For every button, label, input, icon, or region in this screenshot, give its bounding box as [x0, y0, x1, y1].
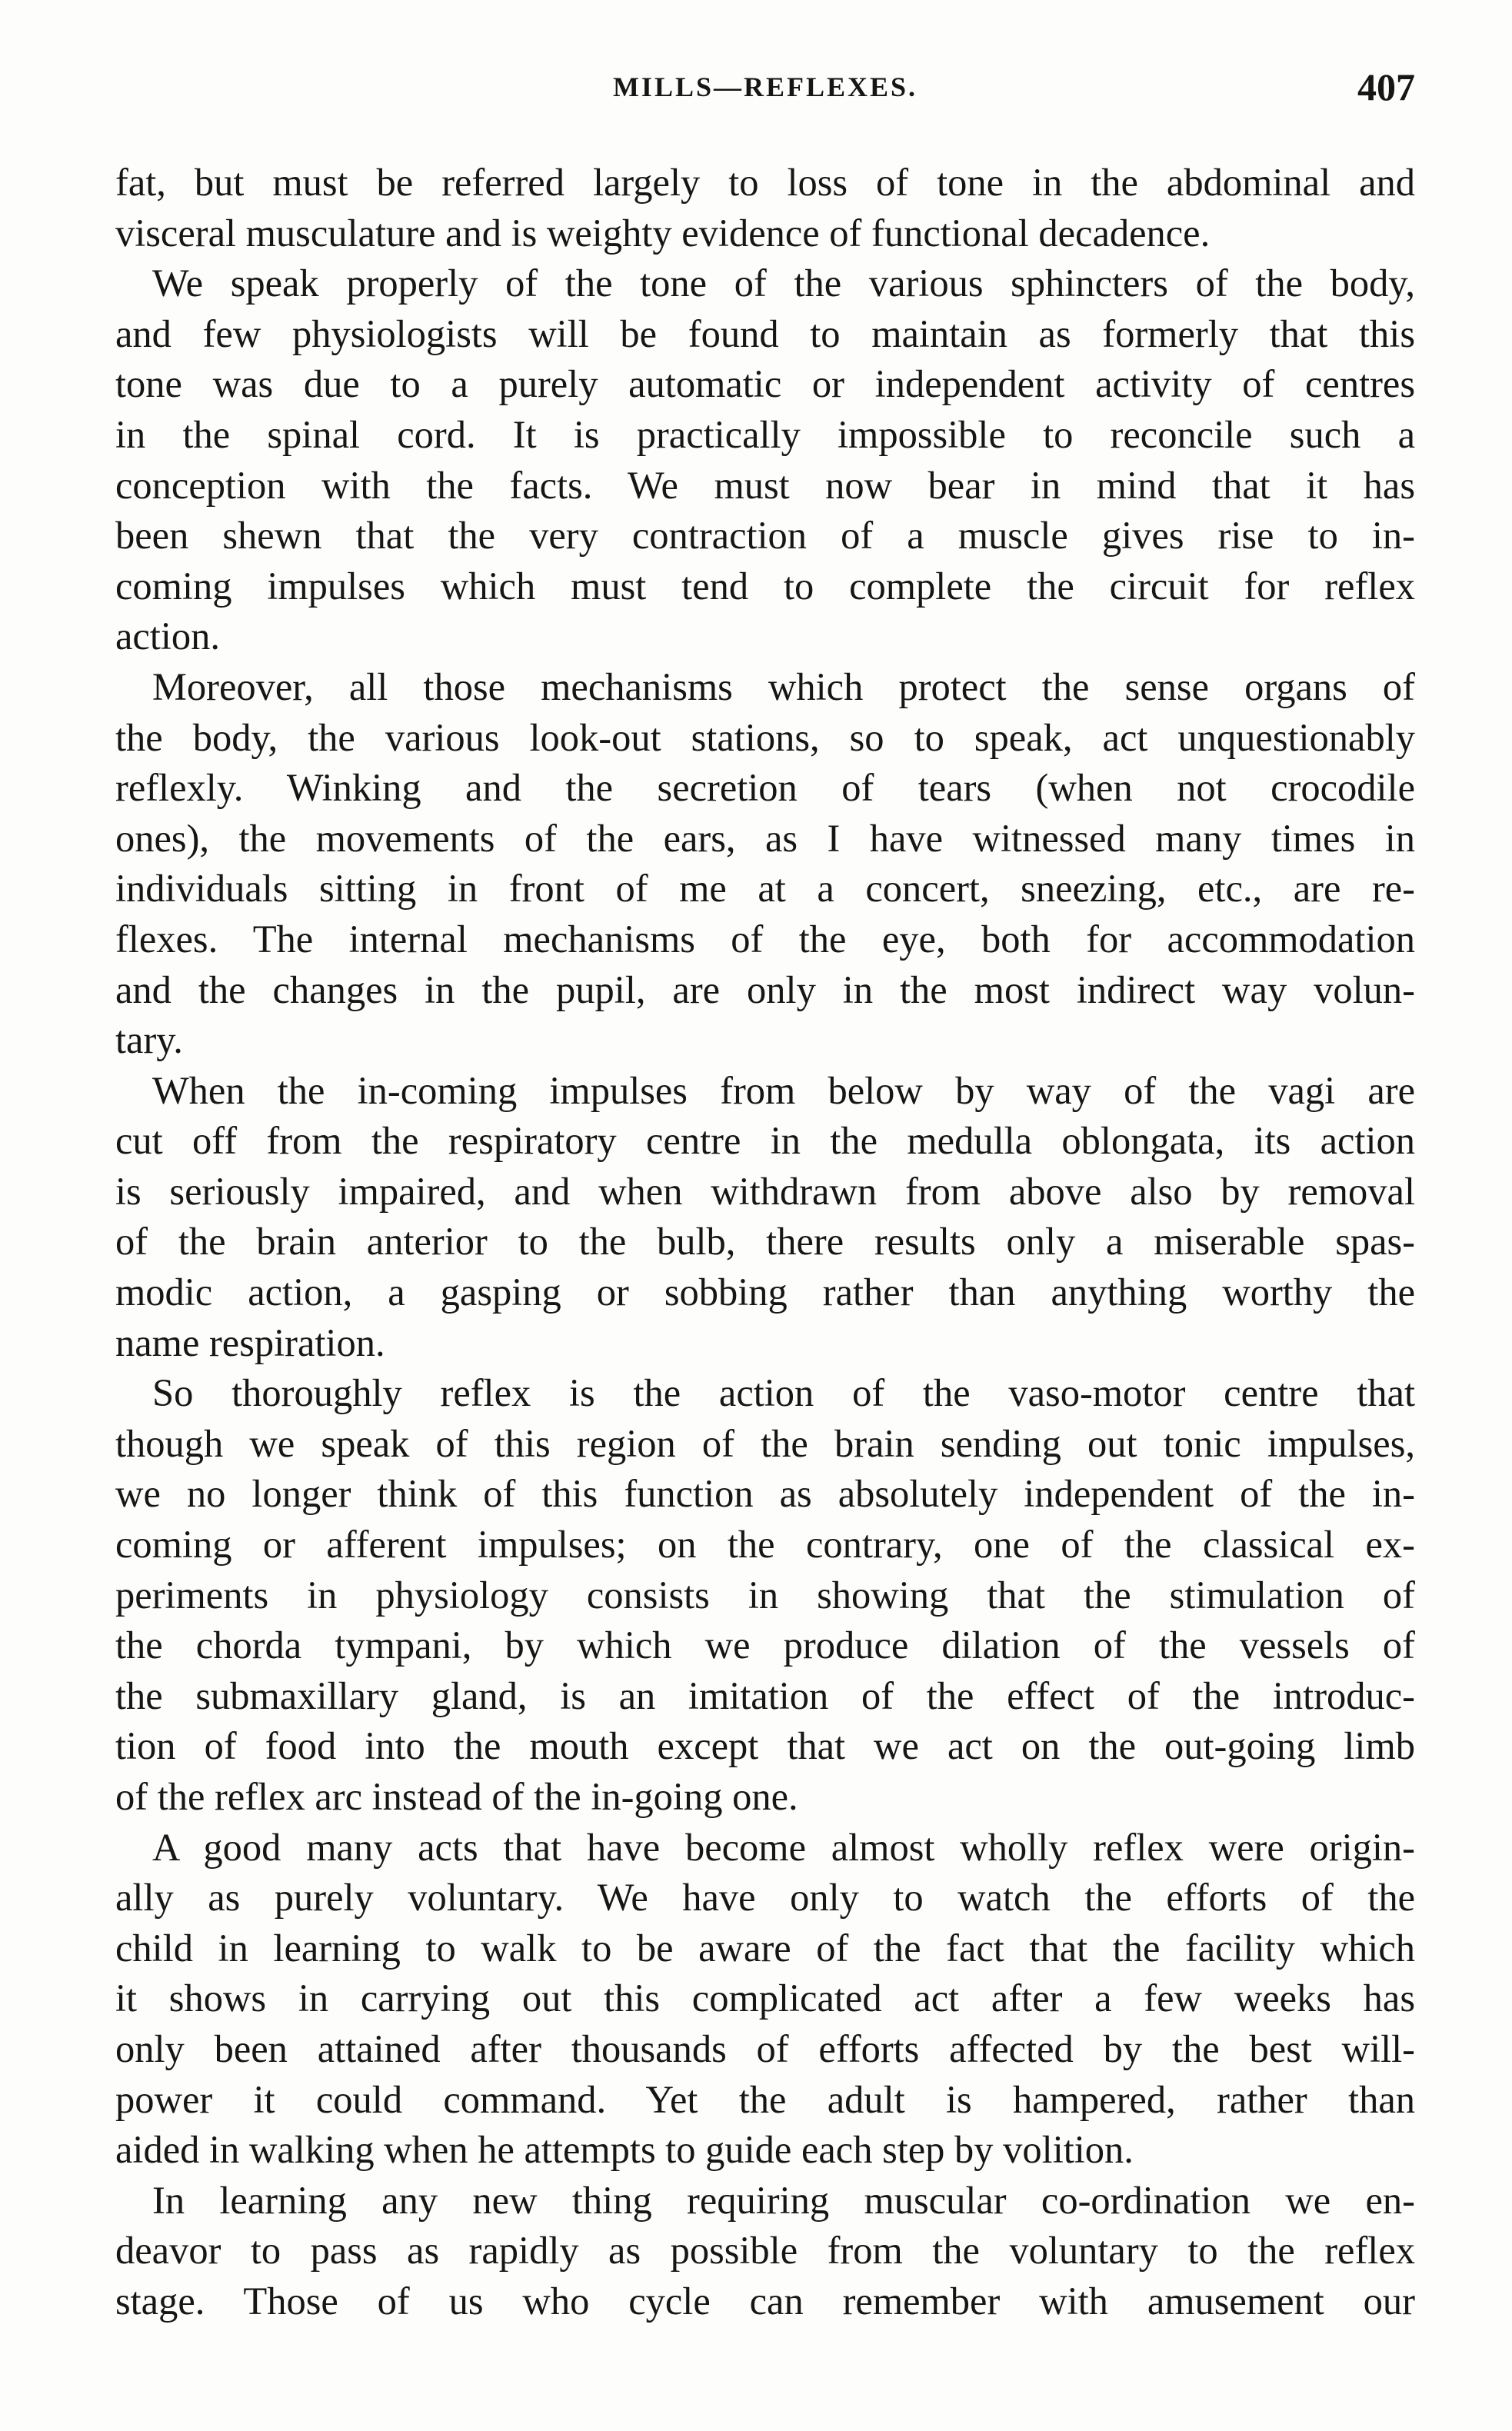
text-line: is seriously impaired, and when withdrawn from above also by removal: [115, 1169, 1415, 1213]
text-line: flexes. The internal mechanisms of the eye, both for accommodation: [115, 917, 1415, 961]
paragraph-7: [115, 2176, 1415, 2327]
text-line: action.: [115, 614, 221, 658]
paragraph-1: [115, 158, 1415, 258]
text-line: coming or afferent impulses; on the contrary, one of the classical ex-: [115, 1523, 1415, 1567]
text-line: cut off from the respiratory centre in the medulla oblongata, its action: [115, 1119, 1415, 1163]
text-line: the chorda tympani, by which we produce dilation of the vessels of: [115, 1623, 1415, 1667]
text-line: the body, the various look-out stations, so to speak, act unquestionably: [115, 715, 1415, 759]
text-line: So thoroughly reflex is the action of the vaso-motor centre that: [152, 1371, 1415, 1415]
text-line: fat, but must be referred largely to loss of tone in the abdominal and: [115, 161, 1415, 204]
text-line: aided in walking when he attempts to guide each step by volition.: [115, 2128, 1134, 2172]
text-line: of the brain anterior to the bulb, there results only a miserable spas-: [115, 1220, 1415, 1264]
text-line: name respiration.: [115, 1320, 385, 1364]
text-line: and the changes in the pupil, are only in the most indirect way volun-: [115, 967, 1415, 1011]
paragraph-3: [115, 662, 1415, 1066]
text-line: When the in-coming impulses from below by way of the vagi are: [152, 1068, 1415, 1112]
paragraph-5: [115, 1368, 1415, 1822]
text-line: only been attained after thousands of efforts affected by the best will-: [115, 2026, 1415, 2070]
text-line: individuals sitting in front of me at a concert, sneezing, etc., are re-: [115, 867, 1415, 911]
text-line: coming impulses which must tend to complete the circuit for reflex: [115, 564, 1415, 608]
text-line: tary.: [115, 1018, 183, 1062]
text-line: of the reflex arc instead of the in-going one.: [115, 1775, 798, 1818]
text-line: child in learning to walk to be aware of the fact that the facility which: [115, 1926, 1415, 1970]
text-line: it shows in carrying out this complicated act after a few weeks has: [115, 1976, 1415, 2020]
text-line: visceral musculature and is weighty evidence of functional decadence.: [115, 211, 1211, 255]
text-line: ones), the movements of the ears, as I have witnessed many times in: [115, 816, 1415, 860]
text-line: the submaxillary gland, is an imitation of the effect of the introduc-: [115, 1673, 1415, 1717]
text-line: In learning any new thing requiring muscular co-ordination we en-: [152, 2178, 1415, 2222]
text-line: stage. Those of us who cycle can remember with amusement our: [115, 2279, 1415, 2323]
text-line: we no longer think of this function as absolutely independent of the in-: [115, 1472, 1415, 1516]
text-line: deavor to pass as rapidly as possible from the voluntary to the reflex: [115, 2229, 1415, 2273]
text-line: conception with the facts. We must now bear in mind that it has: [115, 463, 1415, 507]
text-line: in the spinal cord. It is practically impossible to reconcile such a: [115, 412, 1415, 456]
text-line: and few physiologists will be found to maintain as formerly that this: [115, 311, 1415, 355]
text-line: We speak properly of the tone of the various sphincters of the body,: [152, 261, 1415, 305]
text-line: tone was due to a purely automatic or independent activity of centres: [115, 362, 1415, 406]
body-text: [115, 158, 1415, 2327]
text-line: ally as purely voluntary. We have only to watch the efforts of the: [115, 1876, 1415, 1920]
text-line: been shewn that the very contraction of a muscle gives rise to in-: [115, 514, 1415, 558]
page-header: [115, 65, 1415, 132]
text-line: tion of food into the mouth except that we act on the out-going limb: [115, 1724, 1415, 1768]
text-line: though we speak of this region of the brain sending out tonic impulses,: [115, 1421, 1415, 1465]
text-line: Moreover, all those mechanisms which protect the sense organs of: [152, 664, 1415, 708]
text-line: reflexly. Winking and the secretion of tears (when not crocodile: [115, 766, 1415, 810]
paragraph-4: [115, 1066, 1415, 1369]
text-line: power it could command. Yet the adult is hampered, rather than: [115, 2077, 1415, 2121]
text-line: A good many acts that have become almost wholly reflex were origin-: [152, 1825, 1415, 1869]
running-head: MILLS—REFLEXES.: [612, 72, 918, 102]
paragraph-2: [115, 258, 1415, 662]
paragraph-6: [115, 1823, 1415, 2176]
text-line: modic action, a gasping or sobbing rather than anything worthy the: [115, 1270, 1415, 1314]
page-number: 407: [1357, 65, 1415, 108]
text-line: periments in physiology consists in showing that the stimulation of: [115, 1573, 1415, 1617]
